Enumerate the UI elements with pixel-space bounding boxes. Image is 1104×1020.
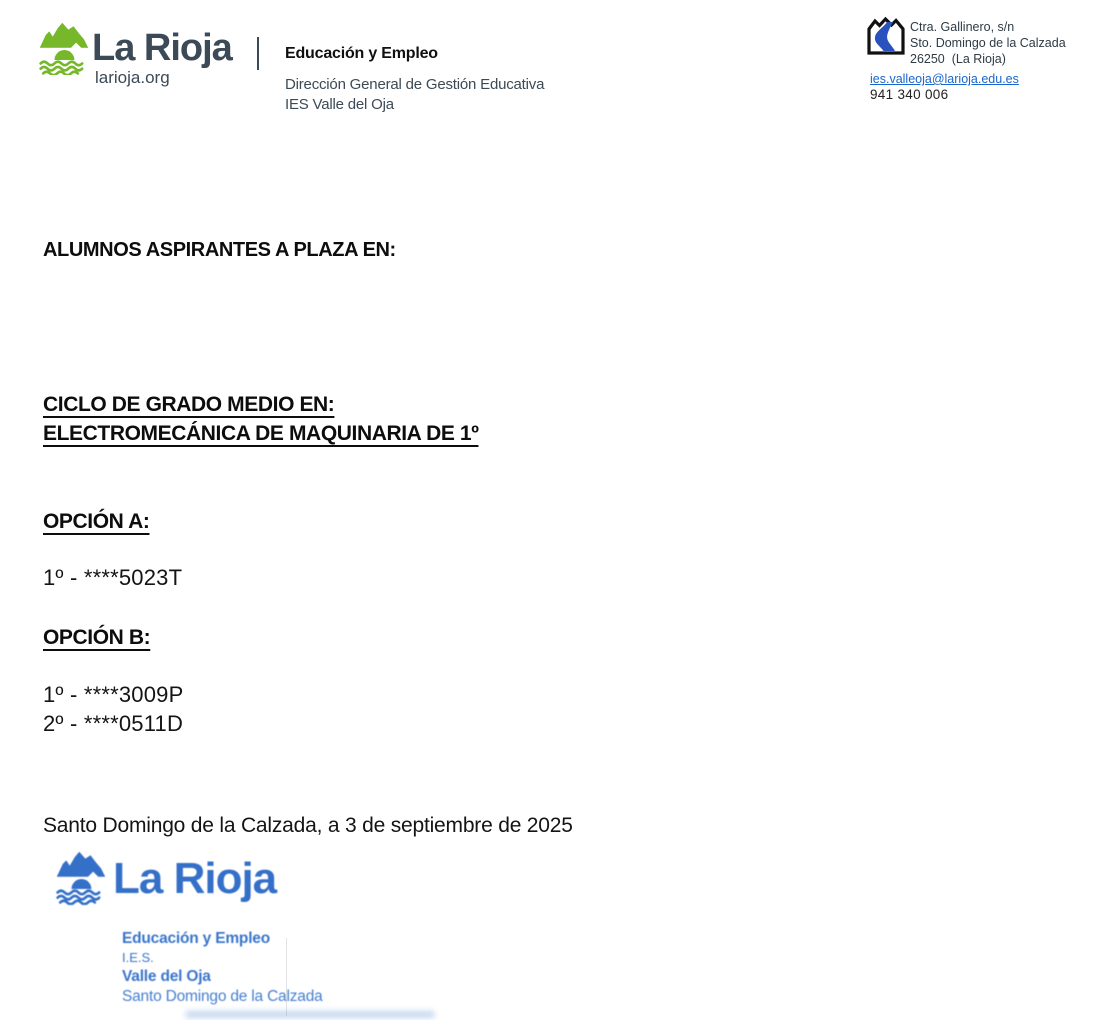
- stamp-line-2: I.E.S.: [122, 950, 154, 965]
- stamp-la-rioja-icon: [55, 847, 107, 905]
- contact-phone: 941 340 006: [870, 87, 949, 102]
- department-subtitle-2: IES Valle del Oja: [285, 96, 394, 113]
- stamp-ink-smudge: [185, 1011, 435, 1018]
- contact-address-line-3: 26250 (La Rioja): [910, 52, 1006, 66]
- department-subtitle-1: Dirección General de Gestión Educativa: [285, 76, 545, 93]
- brand-domain: larioja.org: [95, 68, 170, 87]
- document-heading: ALUMNOS ASPIRANTES A PLAZA EN:: [43, 239, 396, 261]
- option-b-entry-1: 1º - ****3009P: [43, 682, 184, 707]
- date-line: Santo Domingo de la Calzada, a 3 de septiembre de 2025: [43, 814, 573, 837]
- ies-valleoja-icon: [866, 16, 906, 56]
- department-title: Educación y Empleo: [285, 45, 438, 62]
- option-b-title: OPCIÓN B:: [43, 626, 151, 649]
- option-a-title: OPCIÓN A:: [43, 510, 150, 533]
- contact-address-line-2: Sto. Domingo de la Calzada: [910, 36, 1066, 50]
- option-b-entry-2: 2º - ****0511D: [43, 711, 184, 736]
- brand-wordmark: La Rioja: [92, 27, 232, 69]
- cycle-heading-line-1: CICLO DE GRADO MEDIO EN:: [43, 393, 335, 416]
- cycle-heading-line-2: ELECTROMECÁNICA DE MAQUINARIA DE 1º: [43, 422, 479, 445]
- option-a-entry-1: 1º - ****5023T: [43, 565, 183, 590]
- header-divider: [257, 37, 259, 70]
- stamp-brand-wordmark: La Rioja: [113, 854, 277, 903]
- la-rioja-logo-icon: [38, 19, 90, 75]
- stamp-line-1: Educación y Empleo: [122, 930, 270, 947]
- scan-artifact-line: [286, 938, 287, 1016]
- stamp-line-3: Valle del Oja: [122, 968, 211, 985]
- contact-address-line-1: Ctra. Gallinero, s/n: [910, 20, 1015, 34]
- contact-email-link[interactable]: ies.valleoja@larioja.edu.es: [870, 72, 1019, 86]
- stamp-line-4: Santo Domingo de la Calzada: [122, 988, 323, 1005]
